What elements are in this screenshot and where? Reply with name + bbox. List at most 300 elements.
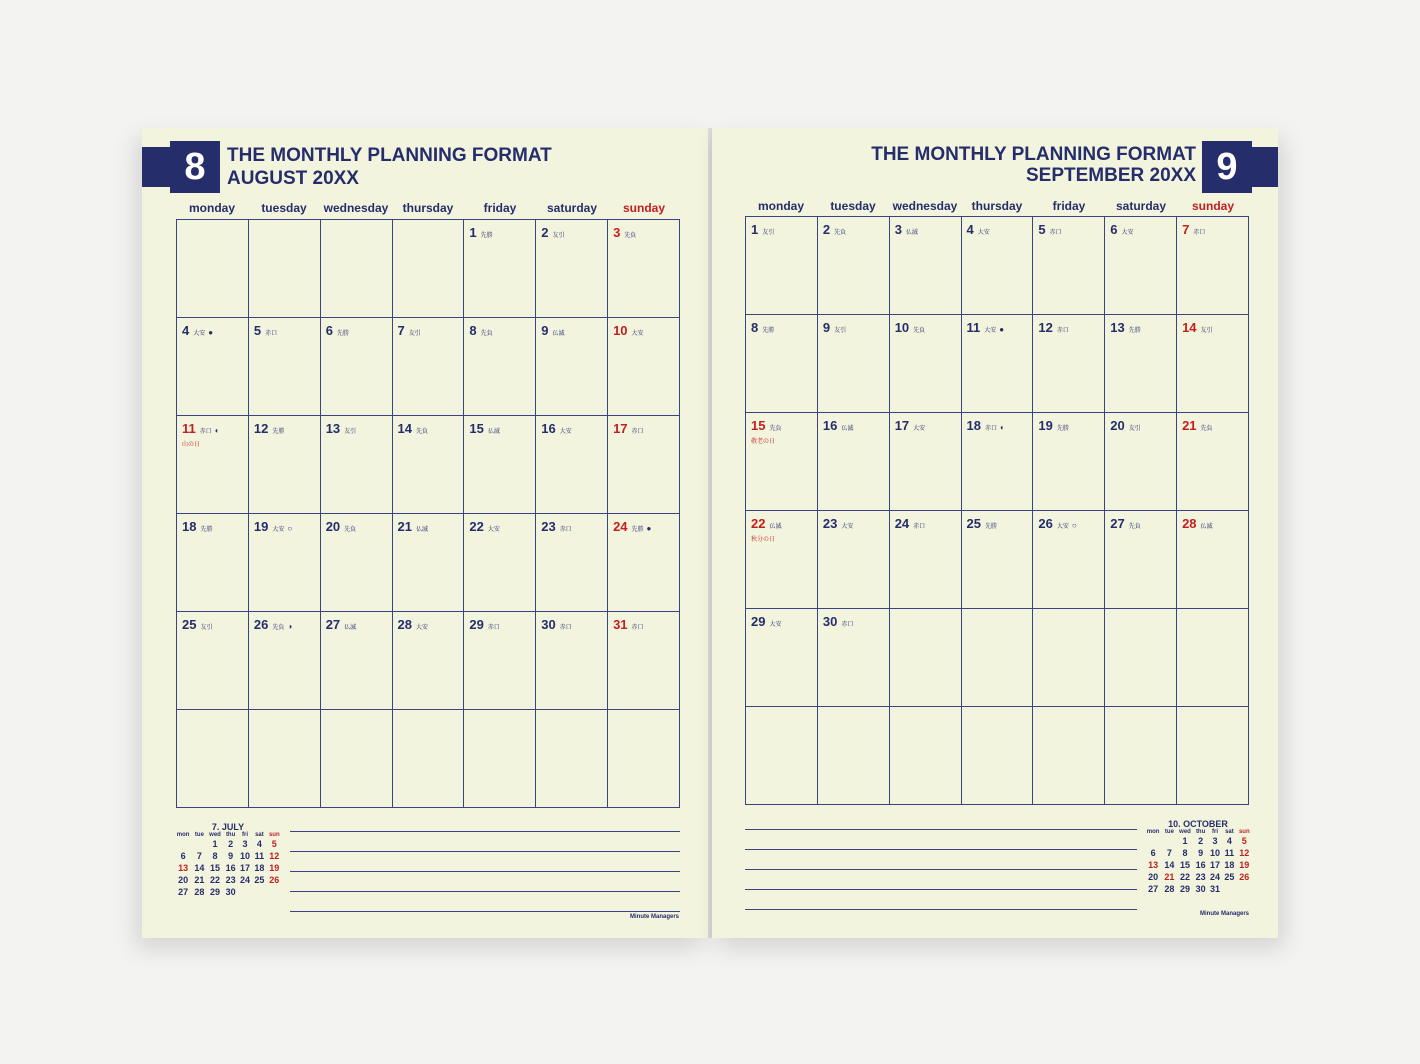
day-cell[interactable]	[248, 612, 320, 710]
day-cell[interactable]	[536, 416, 608, 514]
day-content	[608, 318, 679, 344]
week-row	[746, 707, 1249, 805]
weekday-label: tuesday	[830, 199, 876, 213]
day-number: 13	[325, 421, 341, 436]
day-content	[1033, 511, 1104, 537]
day-content	[249, 612, 320, 638]
rokuyo-label: 先勝	[631, 527, 644, 533]
day-cell[interactable]	[320, 710, 392, 808]
mini-week-row	[1144, 847, 1252, 859]
mini-day: 7	[1166, 848, 1172, 858]
day-content	[1105, 511, 1176, 537]
day-cell[interactable]	[961, 609, 1033, 707]
day-content	[1033, 217, 1104, 243]
brand-label: Minute Managers	[630, 914, 680, 920]
day-cell[interactable]	[889, 413, 961, 511]
mini-day: 17	[1210, 860, 1221, 870]
day-content	[464, 514, 535, 540]
mini-weekday-label: mon	[176, 832, 190, 838]
note-line[interactable]	[745, 870, 1137, 890]
day-cell[interactable]	[1105, 511, 1177, 609]
mini-weekday-label: sat	[255, 832, 264, 838]
mini-day: 25	[1224, 872, 1235, 882]
day-number: 24	[894, 516, 910, 531]
mini-day: 6	[1150, 848, 1156, 858]
day-cell[interactable]	[248, 514, 320, 612]
mini-day: 22	[1180, 872, 1191, 882]
mini-day	[267, 886, 282, 898]
month-number-box	[170, 141, 220, 193]
moon-phase-icon: ◑	[287, 622, 293, 631]
day-content	[746, 511, 817, 547]
day-number: 11	[966, 320, 981, 335]
rokuyo-label: 友引	[408, 331, 421, 337]
mini-day: 24	[240, 875, 251, 885]
day-cell[interactable]	[392, 220, 464, 318]
note-line[interactable]	[745, 810, 1137, 830]
mini-day	[192, 838, 206, 850]
mini-day: 13	[1148, 860, 1159, 870]
day-cell[interactable]	[961, 217, 1033, 315]
day-content	[464, 612, 535, 638]
mini-day: 13	[178, 863, 189, 873]
day-cell[interactable]	[248, 318, 320, 416]
right-page	[712, 128, 1278, 938]
day-cell[interactable]	[1177, 707, 1249, 805]
mini-day: 17	[240, 863, 251, 873]
page-title: THE MONTHLY PLANNING FORMAT	[871, 144, 1196, 165]
rokuyo-label: 赤口	[559, 625, 572, 631]
notes-lines[interactable]	[290, 812, 680, 912]
day-content	[536, 514, 607, 540]
mini-day: 28	[1164, 884, 1175, 894]
week-row	[746, 217, 1249, 315]
day-cell[interactable]	[177, 710, 249, 808]
day-cell[interactable]	[608, 220, 680, 318]
day-cell[interactable]	[1105, 707, 1177, 805]
day-number: 22	[469, 519, 484, 534]
day-cell[interactable]	[392, 710, 464, 808]
week-row	[177, 416, 680, 514]
day-number: 29	[469, 617, 484, 632]
day-number: 14	[397, 421, 412, 436]
day-content	[608, 612, 679, 638]
left-page	[142, 128, 708, 938]
day-cell[interactable]	[746, 413, 818, 511]
day-number: 5	[1038, 222, 1046, 237]
mini-day: 20	[178, 875, 189, 885]
rokuyo-label: 先負	[480, 331, 493, 337]
month-grid	[745, 216, 1249, 805]
day-cell[interactable]	[320, 612, 392, 710]
day-cell[interactable]	[464, 318, 536, 416]
day-cell[interactable]	[464, 220, 536, 318]
day-content	[1177, 217, 1248, 243]
moon-phase-icon: ◐	[1000, 423, 1005, 432]
mini-day: 1	[1182, 836, 1188, 846]
mini-week-row	[174, 862, 282, 874]
moon-phase-icon: ●	[999, 325, 1005, 334]
weekday-label: saturday	[546, 201, 598, 215]
mini-day	[1222, 883, 1236, 895]
day-cell[interactable]	[889, 511, 961, 609]
mini-day: 8	[1182, 848, 1188, 858]
day-cell[interactable]	[1105, 609, 1177, 707]
day-cell[interactable]	[177, 514, 249, 612]
rokuyo-label: 大安	[193, 331, 206, 337]
page-title: THE MONTHLY PLANNING FORMAT	[227, 145, 552, 166]
mini-week-row	[174, 874, 282, 886]
day-number: 9	[541, 323, 549, 338]
rokuyo-label: 仏滅	[552, 331, 565, 337]
day-number: 15	[469, 421, 484, 436]
mini-day: 11	[254, 851, 265, 861]
rokuyo-label: 赤口	[1193, 230, 1206, 236]
day-cell[interactable]	[746, 217, 818, 315]
rokuyo-label: 仏滅	[769, 524, 782, 530]
day-cell[interactable]	[1177, 413, 1249, 511]
day-number: 5	[253, 323, 262, 338]
day-cell[interactable]	[177, 416, 249, 514]
day-cell[interactable]	[177, 612, 249, 710]
week-row	[177, 710, 680, 808]
rokuyo-label: 大安	[913, 426, 926, 432]
day-content	[1177, 315, 1248, 341]
day-content	[746, 315, 817, 341]
mini-day: 19	[269, 863, 280, 873]
day-cell[interactable]	[320, 416, 392, 514]
mini-week-row	[1144, 859, 1252, 871]
note-line[interactable]	[290, 832, 680, 852]
note-line[interactable]	[745, 830, 1137, 850]
day-cell[interactable]	[536, 612, 608, 710]
mini-day: 7	[196, 851, 202, 861]
day-content	[393, 416, 464, 442]
day-number: 10	[613, 323, 628, 338]
mini-day: 18	[1224, 860, 1235, 870]
weekday-label: friday	[1052, 199, 1086, 213]
day-cell[interactable]	[961, 511, 1033, 609]
day-number: 9	[822, 320, 831, 335]
rokuyo-label: 赤口	[841, 622, 854, 628]
rokuyo-label: 大安	[841, 524, 854, 530]
day-cell[interactable]	[746, 609, 818, 707]
day-content	[1033, 413, 1104, 439]
note-line[interactable]	[745, 890, 1137, 910]
rokuyo-label: 先負	[913, 328, 926, 334]
day-cell[interactable]	[392, 612, 464, 710]
day-number: 4	[182, 323, 190, 338]
mini-day: 24	[1210, 872, 1221, 882]
note-line[interactable]	[745, 850, 1137, 870]
day-number: 13	[1110, 320, 1125, 335]
day-cell[interactable]	[177, 220, 249, 318]
day-content	[962, 413, 1033, 439]
rokuyo-label: 先負	[834, 230, 847, 236]
day-content	[746, 609, 817, 635]
day-content	[608, 416, 679, 442]
day-content	[890, 413, 961, 439]
rokuyo-label: 友引	[552, 233, 565, 239]
rokuyo-label: 大安	[487, 527, 500, 533]
mini-day: 28	[194, 887, 205, 897]
weekday-label: tuesday	[261, 201, 307, 215]
mini-weekday-label: mon	[1146, 829, 1160, 835]
mini-day: 14	[1164, 860, 1175, 870]
day-cell[interactable]	[817, 315, 889, 413]
page-subtitle: AUGUST 20XX	[227, 168, 359, 189]
day-cell[interactable]	[746, 707, 818, 805]
mini-day: 5	[1241, 836, 1247, 846]
day-content	[177, 416, 248, 452]
day-content	[177, 318, 248, 344]
day-cell[interactable]	[464, 416, 536, 514]
mini-day: 27	[1148, 884, 1159, 894]
day-number: 27	[1110, 516, 1125, 531]
rokuyo-label: 仏滅	[1200, 524, 1213, 530]
day-cell[interactable]	[464, 514, 536, 612]
day-content	[464, 416, 535, 442]
mini-day: 16	[1195, 860, 1206, 870]
rokuyo-label: 先勝	[272, 429, 285, 435]
day-cell[interactable]	[1177, 511, 1249, 609]
day-cell[interactable]	[1177, 609, 1249, 707]
day-number: 6	[1110, 222, 1118, 237]
rokuyo-label: 赤口	[487, 625, 500, 631]
day-cell[interactable]	[1033, 707, 1105, 805]
rokuyo-label: 大安	[984, 328, 997, 334]
day-cell[interactable]	[608, 612, 680, 710]
day-number: 1	[751, 222, 759, 237]
day-cell[interactable]	[248, 416, 320, 514]
moon-phase-icon: ○	[1071, 521, 1077, 530]
rokuyo-label: 先勝	[200, 527, 213, 533]
day-content	[1177, 511, 1248, 537]
day-cell[interactable]	[961, 315, 1033, 413]
day-cell[interactable]	[1105, 413, 1177, 511]
weekday-header	[745, 199, 1249, 213]
mini-week-row	[174, 886, 282, 898]
mini-day: 29	[1180, 884, 1191, 894]
rokuyo-label: 大安	[1056, 524, 1069, 530]
week-row	[746, 413, 1249, 511]
mini-calendar-table	[1144, 829, 1252, 895]
mini-day: 9	[228, 851, 234, 861]
weekday-label: friday	[483, 201, 517, 215]
day-content	[1033, 315, 1104, 341]
mini-weekday-label: wed	[209, 832, 221, 838]
day-content	[818, 511, 889, 537]
day-cell[interactable]	[248, 220, 320, 318]
day-cell[interactable]	[608, 416, 680, 514]
day-cell[interactable]	[1033, 413, 1105, 511]
day-cell[interactable]	[320, 514, 392, 612]
brand-label: Minute Managers	[1200, 911, 1250, 917]
day-cell[interactable]	[817, 413, 889, 511]
day-cell[interactable]	[817, 609, 889, 707]
day-cell[interactable]	[320, 318, 392, 416]
day-cell[interactable]	[608, 318, 680, 416]
day-cell[interactable]	[961, 707, 1033, 805]
rokuyo-label: 赤口	[631, 429, 644, 435]
day-number: 16	[822, 418, 838, 433]
mini-day: 25	[254, 875, 265, 885]
day-number: 23	[822, 516, 838, 531]
day-cell[interactable]	[248, 710, 320, 808]
day-content	[393, 318, 464, 344]
mini-day: 20	[1148, 872, 1159, 882]
day-cell[interactable]	[889, 707, 961, 805]
day-cell[interactable]	[464, 710, 536, 808]
mini-day: 21	[194, 875, 205, 885]
rokuyo-label: 友引	[1200, 328, 1213, 334]
day-cell[interactable]	[536, 318, 608, 416]
mini-day: 26	[269, 875, 280, 885]
mini-day	[1144, 835, 1162, 847]
day-content	[962, 217, 1033, 243]
day-content	[1105, 315, 1176, 341]
day-cell[interactable]	[392, 514, 464, 612]
rokuyo-label: 先勝	[985, 524, 998, 530]
mini-day	[1237, 883, 1252, 895]
day-cell[interactable]	[1105, 217, 1177, 315]
day-number: 7	[1182, 222, 1190, 237]
day-cell[interactable]	[1033, 609, 1105, 707]
rokuyo-label: 赤口	[1056, 328, 1069, 334]
rokuyo-label: 仏滅	[344, 625, 357, 631]
day-cell[interactable]	[392, 416, 464, 514]
mini-day: 6	[180, 851, 186, 861]
day-number: 30	[541, 617, 556, 632]
day-cell[interactable]	[608, 514, 680, 612]
rokuyo-label: 赤口	[199, 429, 212, 435]
day-cell[interactable]	[1033, 511, 1105, 609]
weekday-label: monday	[188, 201, 235, 215]
day-cell[interactable]	[817, 217, 889, 315]
day-content	[393, 612, 464, 638]
day-number: 2	[822, 222, 831, 237]
mini-day: 31	[1210, 884, 1221, 894]
notes-lines[interactable]	[745, 810, 1137, 910]
mini-day: 12	[1239, 848, 1250, 858]
mini-weekday-label: sat	[1225, 829, 1234, 835]
mini-weekday-label: thu	[1195, 829, 1206, 835]
day-cell[interactable]	[1033, 217, 1105, 315]
day-content	[818, 413, 889, 439]
month-number: 9	[1216, 145, 1238, 188]
day-number: 4	[966, 222, 974, 237]
day-cell[interactable]	[1033, 315, 1105, 413]
day-content	[1105, 217, 1176, 243]
day-cell[interactable]	[608, 710, 680, 808]
day-number: 21	[397, 519, 412, 534]
day-cell[interactable]	[817, 511, 889, 609]
day-content	[393, 514, 464, 540]
mini-day: 3	[1212, 836, 1218, 846]
day-number: 21	[1182, 418, 1197, 433]
holiday-label: 秋分の日	[751, 537, 776, 543]
mini-weekday-label: tue	[1164, 829, 1174, 835]
day-cell[interactable]	[746, 315, 818, 413]
day-number: 6	[325, 323, 333, 338]
rokuyo-label: 大安	[977, 230, 990, 236]
day-cell[interactable]	[392, 318, 464, 416]
rokuyo-label: 先勝	[336, 331, 349, 337]
day-cell[interactable]	[464, 612, 536, 710]
day-cell[interactable]	[1177, 315, 1249, 413]
mini-day: 30	[225, 887, 236, 897]
rokuyo-label: 先勝	[480, 233, 493, 239]
moon-phase-icon: ●	[208, 328, 214, 337]
day-number: 24	[613, 519, 628, 534]
day-content	[746, 217, 817, 243]
day-number: 20	[325, 519, 341, 534]
day-cell[interactable]	[320, 220, 392, 318]
mini-day: 1	[212, 839, 218, 849]
rokuyo-label: 友引	[200, 625, 213, 631]
day-cell[interactable]	[536, 220, 608, 318]
day-cell[interactable]	[889, 217, 961, 315]
day-cell[interactable]	[746, 511, 818, 609]
week-row	[177, 612, 680, 710]
day-cell[interactable]	[961, 413, 1033, 511]
day-cell[interactable]	[177, 318, 249, 416]
rokuyo-label: 赤口	[985, 426, 998, 432]
day-cell[interactable]	[817, 707, 889, 805]
day-number: 8	[469, 323, 477, 338]
day-number: 17	[894, 418, 910, 433]
day-number: 25	[966, 516, 981, 531]
day-cell[interactable]	[1177, 217, 1249, 315]
day-content	[321, 416, 392, 442]
day-number: 3	[613, 225, 621, 240]
day-number: 28	[397, 617, 412, 632]
rokuyo-label: 先勝	[1128, 328, 1141, 334]
mini-calendar-title: 7. JULY	[211, 822, 245, 832]
day-content	[464, 220, 535, 246]
mini-weekday-label: tue	[194, 832, 204, 838]
mini-day: 8	[212, 851, 218, 861]
day-cell[interactable]	[889, 315, 961, 413]
day-number: 1	[469, 225, 477, 240]
note-line[interactable]	[290, 852, 680, 872]
day-content	[321, 514, 392, 540]
rokuyo-label: 大安	[1121, 230, 1134, 236]
day-cell[interactable]	[536, 514, 608, 612]
day-cell[interactable]	[536, 710, 608, 808]
note-line[interactable]	[290, 812, 680, 832]
weekday-label-sunday: sunday	[1191, 199, 1234, 213]
mini-day: 5	[271, 839, 277, 849]
note-line[interactable]	[290, 892, 680, 912]
mini-calendar-title: 10. OCTOBER	[1168, 819, 1228, 829]
mini-day: 16	[225, 863, 236, 873]
rokuyo-label: 先負	[769, 426, 782, 432]
mini-day: 19	[1239, 860, 1250, 870]
day-cell[interactable]	[1105, 315, 1177, 413]
mini-day	[238, 886, 252, 898]
mini-calendar	[174, 822, 282, 898]
note-line[interactable]	[290, 872, 680, 892]
day-number: 7	[397, 323, 405, 338]
day-number: 12	[253, 421, 269, 436]
rokuyo-label: 友引	[834, 328, 847, 334]
day-cell[interactable]	[889, 609, 961, 707]
mini-week-row	[1144, 871, 1252, 883]
month-number-box	[1202, 141, 1252, 193]
mini-weekday-label: sun	[1238, 829, 1250, 835]
day-content	[177, 514, 248, 540]
